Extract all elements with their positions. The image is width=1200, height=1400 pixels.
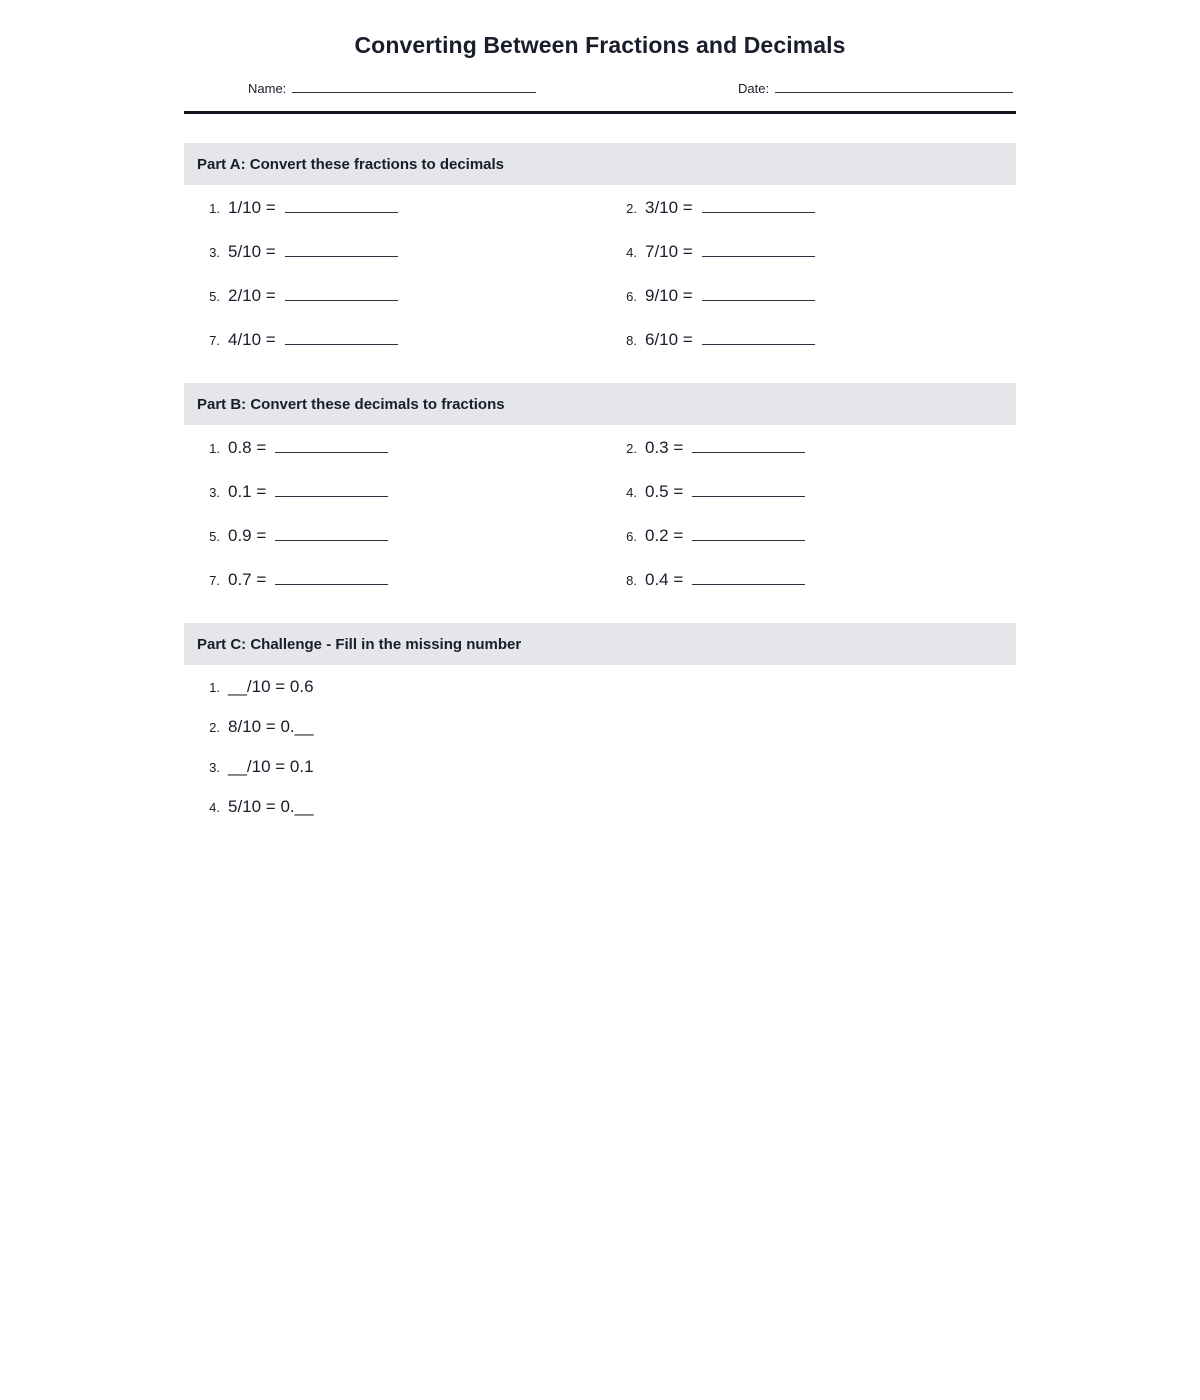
answer-blank[interactable] [692, 437, 805, 453]
problem-grid-part-a [184, 185, 1016, 373]
problem-number: 7. [209, 333, 220, 348]
problem-item-b-4 [615, 481, 805, 502]
answer-blank[interactable] [285, 197, 398, 213]
problem-text: 8/10 = 0.__ [228, 717, 314, 736]
answer-blank[interactable] [275, 569, 388, 585]
problem-text: 9/10 = [645, 286, 693, 305]
problem-item-b-7 [198, 569, 388, 590]
problem-number: 8. [626, 333, 637, 348]
problem-text: 0.3 = [645, 438, 684, 457]
problem-text: 6/10 = [645, 330, 693, 349]
answer-blank[interactable] [285, 241, 398, 257]
problem-number: 6. [626, 529, 637, 544]
problem-text: __/10 = 0.6 [228, 677, 314, 696]
problem-item-b-8 [615, 569, 805, 590]
section-heading-part-c: Part C: Challenge - Fill in the missing number [184, 623, 1016, 665]
problem-number: 1. [209, 680, 220, 695]
name-input-blank[interactable] [292, 78, 536, 93]
problem-text: 0.5 = [645, 482, 684, 501]
problem-text: 0.1 = [228, 482, 267, 501]
challenge-row [184, 677, 1016, 717]
problem-number: 1. [209, 201, 220, 216]
challenge-row [184, 717, 1016, 757]
problem-item-a-2 [615, 197, 815, 218]
problem-text: 0.8 = [228, 438, 267, 457]
section-part-c [184, 623, 1016, 837]
problem-item-a-5 [198, 285, 398, 306]
problem-list-part-c [184, 665, 1016, 837]
problem-text: 4/10 = [228, 330, 276, 349]
problem-number: 3. [209, 245, 220, 260]
problem-item-c-3[interactable] [198, 757, 314, 777]
problem-number: 4. [209, 800, 220, 815]
problem-text: 0.2 = [645, 526, 684, 545]
problem-text: 0.9 = [228, 526, 267, 545]
problem-number: 8. [626, 573, 637, 588]
problem-item-b-5 [198, 525, 388, 546]
problem-text: 0.7 = [228, 570, 267, 589]
problem-number: 5. [209, 529, 220, 544]
answer-blank[interactable] [702, 241, 815, 257]
problem-row [184, 197, 1016, 241]
answer-blank[interactable] [702, 197, 815, 213]
problem-text: 5/10 = 0.__ [228, 797, 314, 816]
answer-blank[interactable] [702, 329, 815, 345]
date-label: Date: [738, 81, 770, 96]
problem-text: 7/10 = [645, 242, 693, 261]
problem-item-a-1 [198, 197, 398, 218]
problem-item-c-1[interactable] [198, 677, 314, 697]
problem-text: __/10 = 0.1 [228, 757, 314, 776]
answer-blank[interactable] [702, 285, 815, 301]
problem-item-b-3 [198, 481, 388, 502]
problem-text: 3/10 = [645, 198, 693, 217]
answer-blank[interactable] [285, 285, 398, 301]
section-heading-part-a: Part A: Convert these fractions to decimals [184, 143, 1016, 185]
challenge-row [184, 757, 1016, 797]
date-field [738, 78, 1013, 96]
answer-blank[interactable] [692, 569, 805, 585]
problem-number: 2. [626, 201, 637, 216]
problem-row [184, 569, 1016, 613]
header-divider [184, 111, 1016, 114]
section-part-a [184, 143, 1016, 373]
problem-item-b-1 [198, 437, 388, 458]
problem-row [184, 329, 1016, 373]
problem-grid-part-b [184, 425, 1016, 613]
problem-number: 3. [209, 485, 220, 500]
problem-row [184, 437, 1016, 481]
problem-item-a-6 [615, 285, 815, 306]
problem-item-a-7 [198, 329, 398, 350]
problem-number: 2. [626, 441, 637, 456]
problem-text: 0.4 = [645, 570, 684, 589]
problem-item-b-2 [615, 437, 805, 458]
answer-blank[interactable] [692, 525, 805, 541]
problem-number: 2. [209, 720, 220, 735]
problem-item-a-4 [615, 241, 815, 262]
answer-blank[interactable] [285, 329, 398, 345]
problem-number: 5. [209, 289, 220, 304]
problem-number: 6. [626, 289, 637, 304]
problem-number: 3. [209, 760, 220, 775]
page-title: Converting Between Fractions and Decimals [354, 32, 846, 58]
answer-blank[interactable] [275, 481, 388, 497]
problem-item-a-3 [198, 241, 398, 262]
problem-row [184, 481, 1016, 525]
date-input-blank[interactable] [775, 78, 1013, 93]
problem-text: 2/10 = [228, 286, 276, 305]
problem-item-c-4[interactable] [198, 797, 314, 817]
problem-item-a-8 [615, 329, 815, 350]
problem-text: 1/10 = [228, 198, 276, 217]
problem-number: 4. [626, 245, 637, 260]
section-part-b [184, 383, 1016, 613]
problem-number: 7. [209, 573, 220, 588]
answer-blank[interactable] [692, 481, 805, 497]
section-heading-part-b: Part B: Convert these decimals to fractions [184, 383, 1016, 425]
problem-item-c-2[interactable] [198, 717, 314, 737]
problem-row [184, 241, 1016, 285]
name-field [248, 78, 536, 96]
problem-number: 1. [209, 441, 220, 456]
answer-blank[interactable] [275, 437, 388, 453]
problem-number: 4. [626, 485, 637, 500]
problem-row [184, 525, 1016, 569]
name-label: Name: [248, 81, 287, 96]
problem-row [184, 285, 1016, 329]
answer-blank[interactable] [275, 525, 388, 541]
problem-text: 5/10 = [228, 242, 276, 261]
student-info-row [184, 78, 1016, 100]
problem-item-b-6 [615, 525, 805, 546]
challenge-row [184, 797, 1016, 837]
